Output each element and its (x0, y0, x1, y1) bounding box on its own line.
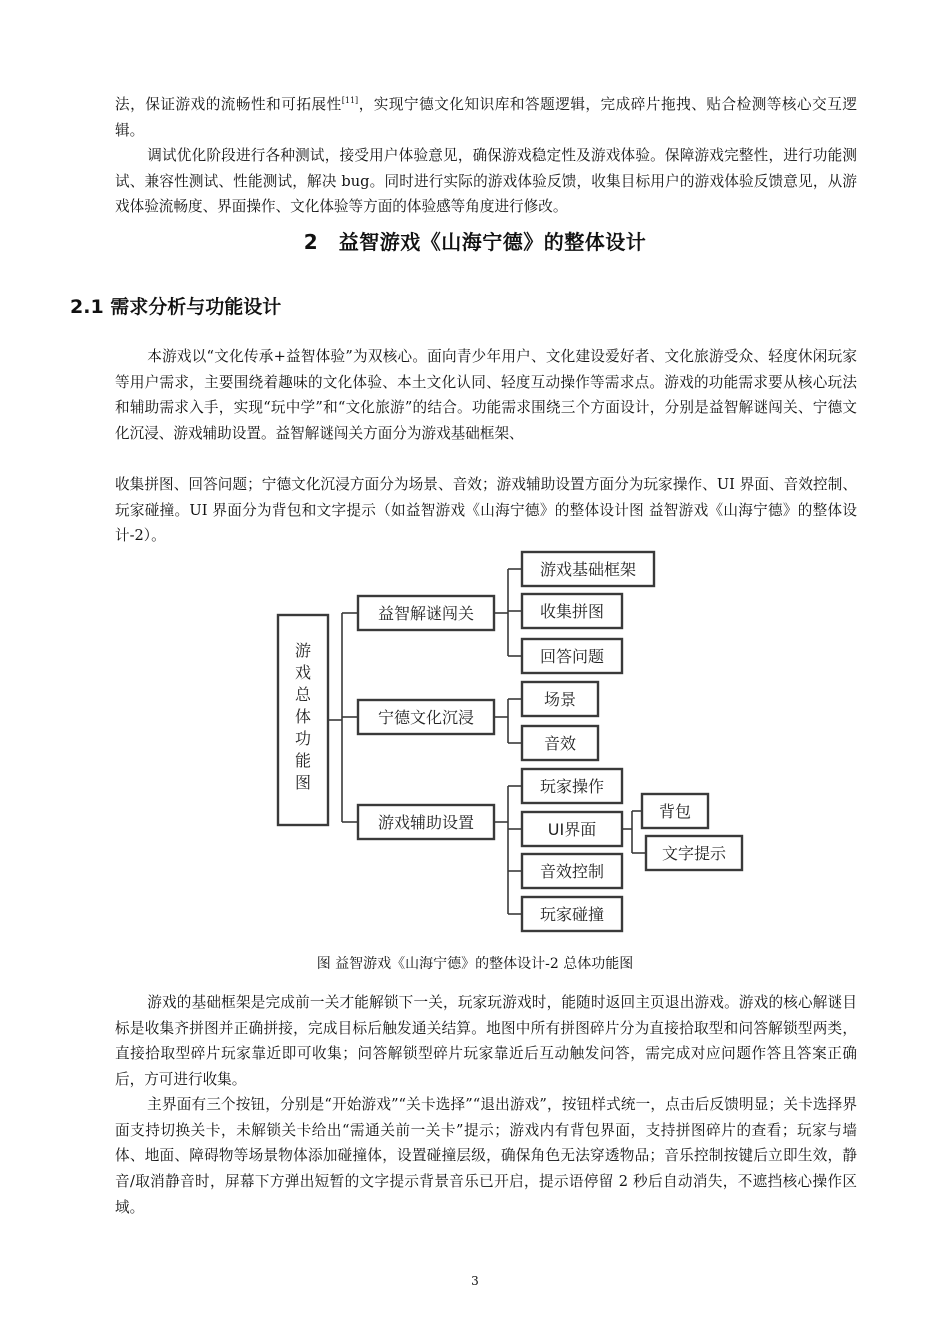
paragraph-requirements (115, 344, 857, 447)
paragraph-text: ，实现宁德文化知识库和答题逻辑，完成碎片拖拽、贴合检测等核心交互逻辑。 (115, 96, 857, 139)
function-tree-svg (270, 545, 750, 935)
node-answer-label: 回答问题 (539, 647, 605, 666)
node-framework-label: 游戏基础框架 (539, 560, 637, 579)
paragraph-text: 收集拼图、回答问题；宁德文化沉浸方面分为场景、音效；游戏辅助设置方面分为玩家操作、UI 界面、音效控制、玩家碰撞。UI 界面分为背包和文字提示（如益智游戏《山海宁德》的整体设计图 益智游戏《山海宁德》的整体设计-2）。 (115, 476, 857, 545)
paragraph-interface (115, 1092, 857, 1221)
chapter-heading: 2 益智游戏《山海宁德》的整体设计 (303, 230, 647, 254)
root-char: 图 (294, 773, 312, 792)
page-number: 3 (471, 1274, 479, 1288)
node-backpack-label: 背包 (658, 802, 692, 821)
paragraph-requirements-cont (115, 472, 857, 549)
node-sound-label: 音效 (543, 734, 577, 753)
root-char: 总 (294, 685, 312, 704)
section-heading: 2.1 需求分析与功能设计 (70, 296, 282, 318)
node-audio-control-label: 音效控制 (539, 862, 605, 881)
root-char: 戏 (294, 663, 312, 682)
function-diagram (270, 545, 750, 935)
paragraph-framework (115, 990, 857, 1093)
node-ui-label: UI界面 (547, 820, 597, 839)
paragraph-testing (115, 143, 857, 220)
paragraph-text: 调试优化阶段进行各种测试，接受用户体验意见，确保游戏稳定性及游戏体验。保障游戏完整性，进行功能测试、兼容性测试、性能测试，解决 bug。同时进行实际的游戏体验反馈，收集目标用户的游戏体验反馈意见，从游戏体验流畅度、界面操作、文化体验等方面的体验感等角度进行修改。 (115, 147, 857, 216)
root-char: 能 (294, 751, 312, 770)
root-char: 体 (294, 707, 312, 726)
paragraph-text: 主界面有三个按钮，分别是“开始游戏”“关卡选择”“退出游戏”，按钮样式统一，点击后反馈明显；关卡选择界面支持切换关卡，未解锁关卡给出“需通关前一关卡”提示；游戏内有背包界面，支持拼图碎片的查看；玩家与墙体、地面、障碍物等场景物体添加碰撞体，设置碰撞层级，确保角色无法穿透物品；音乐控制按键后立即生效，静音/取消静音时，屏幕下方弹出短暂的文字提示背景音乐已开启，提示语停留 2 秒后自动消失，不遮挡核心操作区域。 (115, 1096, 857, 1216)
paragraph-text: 游戏的基础框架是完成前一关才能解锁下一关，玩家玩游戏时，能随时返回主页退出游戏。游戏的核心解谜目标是收集齐拼图并正确拼接，完成目标后触发通关结算。地图中所有拼图碎片分为直接拾取型和问答解锁型两类，直接拾取型碎片玩家靠近即可收集；问答解锁型碎片玩家靠近后互动触发问答，需完成对应问题作答且答案正确后，方可进行收集。 (115, 994, 857, 1089)
node-scene-label: 场景 (543, 690, 577, 709)
node-text-tip-label: 文字提示 (661, 844, 727, 863)
node-operation-label: 玩家操作 (539, 777, 605, 796)
paragraph-implementation (115, 92, 857, 143)
figure-caption: 图 益智游戏《山海宁德》的整体设计-2 总体功能图 (316, 956, 634, 972)
node-collect-label: 收集拼图 (539, 602, 605, 621)
node-puzzle-label: 益智解谜闯关 (377, 604, 475, 623)
node-assist-label: 游戏辅助设置 (377, 813, 475, 832)
root-char: 功 (294, 729, 312, 748)
citation-ref: [11] (341, 96, 359, 106)
paragraph-text: 本游戏以“文化传承+益智体验”为双核心。面向青少年用户、文化建设爱好者、文化旅游受众、轻度休闲玩家等用户需求，主要围绕着趣味的文化体验、本土文化认同、轻度互动操作等需求点。游戏的功能需求要从核心玩法和辅助需求入手，实现“玩中学”和“文化旅游”的结合。功能需求围绕三个方面设计，分别是益智解谜闯关、宁德文化沉浸、游戏辅助设置。益智解谜闯关方面分为游戏基础框架、 (115, 348, 857, 443)
paragraph-text: 法，保证游戏的流畅性和可拓展性 (115, 96, 342, 113)
root-char: 游 (294, 641, 312, 660)
node-culture-label: 宁德文化沉浸 (377, 708, 475, 727)
node-collision-label: 玩家碰撞 (539, 905, 605, 924)
